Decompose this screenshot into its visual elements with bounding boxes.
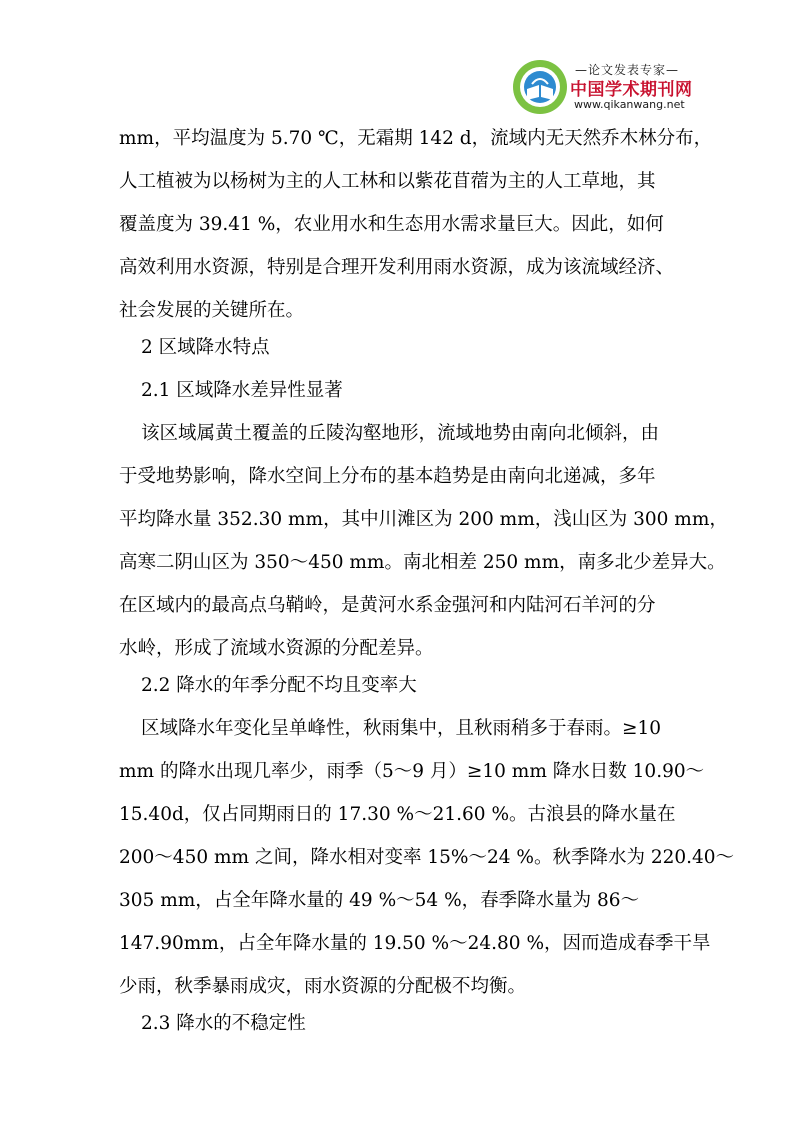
text-line: mm，平均温度为 5.70 ℃，无霜期 142 d，流域内无天然乔木林分布，	[119, 128, 713, 149]
text-line: 该区域属黄土覆盖的丘陵沟壑地形，流域地势由南向北倾斜，由	[141, 423, 660, 444]
text-line: 水岭，形成了流域水资源的分配差异。	[119, 638, 434, 659]
text-line: 人工植被为以杨树为主的人工林和以紫花苜蓿为主的人工草地，其	[119, 171, 656, 192]
text-line: 于受地势影响，降水空间上分布的基本趋势是由南向北递减，多年	[119, 466, 656, 487]
text-line: 高寒二阴山区为 350～450 mm。南北相差 250 mm，南多北少差异大。	[119, 552, 726, 573]
journal-logo	[512, 58, 693, 118]
logo-url: www.qikanwang.net	[574, 98, 685, 111]
text-line: 少雨，秋季暴雨成灾，雨水资源的分配极不均衡。	[119, 976, 527, 997]
logo-slogan: —论文发表专家—	[574, 63, 679, 77]
subsection-heading: 2.3 降水的不稳定性	[141, 1013, 306, 1034]
text-line: 区域降水年变化呈单峰性，秋雨集中，且秋雨稍多于春雨。≥10	[141, 718, 662, 739]
text-line: 200～450 mm 之间，降水相对变率 15%～24 %。秋季降水为 220.40～	[119, 847, 735, 868]
subsection-heading: 2.2 降水的年季分配不均且变率大	[141, 675, 417, 696]
text-line: 社会发展的关键所在。	[119, 300, 305, 321]
text-line: 15.40d，仅占同期雨日的 17.30 %～21.60 %。古浪县的降水量在	[119, 804, 676, 825]
text-line: 高效利用水资源，特别是合理开发利用雨水资源，成为该流域经济、	[119, 257, 675, 278]
text-line: 147.90mm，占全年降水量的 19.50 %～24.80 %，因而造成春季干旱	[119, 933, 711, 954]
text-line: mm 的降水出现几率少，雨季（5～9 月）≥10 mm 降水日数 10.90～	[119, 761, 705, 782]
text-line: 305 mm，占全年降水量的 49 %～54 %，春季降水量为 86～	[119, 890, 640, 911]
book-emblem-icon	[512, 58, 568, 116]
section-heading: 2 区域降水特点	[141, 337, 270, 358]
logo-name: 中国学术期刊网	[570, 80, 693, 100]
text-line: 平均降水量 352.30 mm，其中川滩区为 200 mm，浅山区为 300 mm，	[119, 509, 728, 530]
text-line: 覆盖度为 39.41 %，农业用水和生态用水需求量巨大。因此，如何	[119, 214, 664, 235]
text-line: 在区域内的最高点乌鞘岭，是黄河水系金强河和内陆河石羊河的分	[119, 595, 656, 616]
subsection-heading: 2.1 区域降水差异性显著	[141, 380, 343, 401]
